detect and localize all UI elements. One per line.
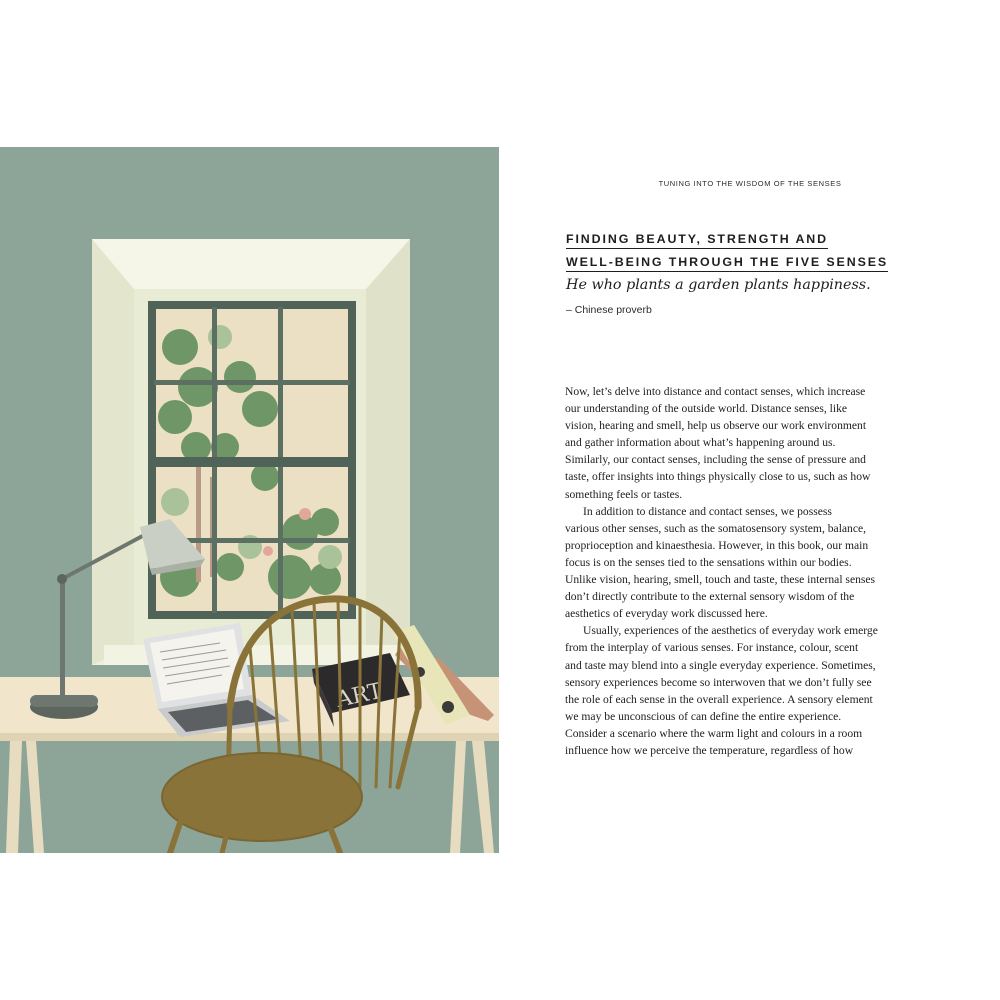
body-line: Unlike vision, hearing, smell, touch and taste, these internal senses bbox=[565, 573, 876, 587]
body-line: Similarly, our contact senses, including the sense of pressure and bbox=[565, 453, 866, 467]
body-line: something feels or tastes. bbox=[565, 487, 683, 501]
text-page bbox=[500, 147, 1000, 853]
body-line: and gather information about what’s happening around us. bbox=[565, 436, 836, 450]
body-line: In addition to distance and contact senses, we possess bbox=[583, 504, 832, 518]
heading-line-2: WELL-BEING THROUGH THE FIVE SENSES bbox=[566, 254, 888, 272]
chapter-heading bbox=[566, 229, 926, 275]
body-line: vision, hearing and smell, help us observe our work environment bbox=[565, 419, 867, 433]
running-head: TUNING INTO THE WISDOM OF THE SENSES bbox=[658, 179, 842, 188]
body-line: Consider a scenario where the warm light and colours in a room bbox=[565, 726, 863, 740]
body-line: proprioception and kinaesthesia. However, in this book, our main bbox=[565, 538, 869, 552]
body-line: various other senses, such as the somatosensory system, balance, bbox=[565, 521, 867, 535]
book-spine-text: ART bbox=[334, 678, 385, 713]
body-line: Usually, experiences of the aesthetics of everyday work emerge bbox=[583, 624, 878, 638]
body-line: taste, offer insights into things physically close to us, such as how bbox=[565, 470, 871, 484]
epigraph-quote: He who plants a garden plants happiness. bbox=[566, 277, 871, 293]
body-line: the role of each sense in the overall experience. A sensory element bbox=[565, 692, 873, 706]
body-line: aesthetics of everyday work discussed here. bbox=[565, 607, 768, 621]
body-text bbox=[565, 383, 925, 759]
body-line: we may be unconscious of can define the entire experience. bbox=[565, 709, 842, 723]
body-line: our understanding of the outside world. Distance senses, like bbox=[565, 402, 848, 416]
epigraph-attribution: – Chinese proverb bbox=[566, 304, 652, 316]
body-line: influence how we perceive the temperature, regardless of how bbox=[565, 743, 854, 757]
desk-window-illustration bbox=[0, 147, 499, 853]
body-line: don’t directly contribute to the external sensory wisdom of the bbox=[565, 590, 855, 604]
body-line: Now, let’s delve into distance and contact senses, which increase bbox=[565, 385, 866, 398]
body-line: from the interplay of various senses. For instance, colour, scent bbox=[565, 641, 859, 655]
heading-line-1: FINDING BEAUTY, STRENGTH AND bbox=[566, 231, 828, 249]
body-line: focus is on the senses tied to the sensations within our bodies. bbox=[565, 555, 852, 569]
body-line: and taste may blend into a single everyday experience. Sometimes, bbox=[565, 658, 876, 672]
illustration-page bbox=[0, 147, 499, 853]
book-spread bbox=[0, 147, 1000, 853]
body-line: sensory experiences become so interwoven that we don’t fully see bbox=[565, 675, 872, 689]
